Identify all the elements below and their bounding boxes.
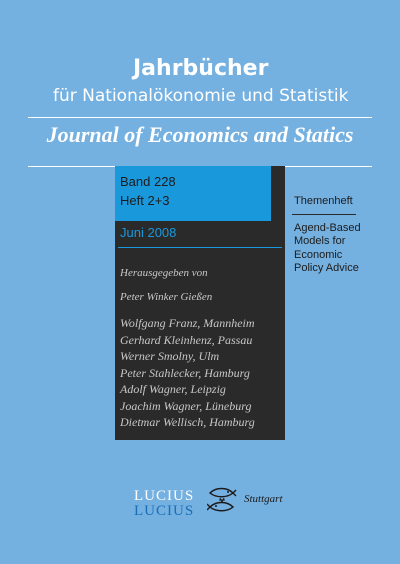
theme-line: Agend-Based <box>294 222 361 234</box>
co-editor: Joachim Wagner, Lüneburg <box>120 398 252 413</box>
date-divider <box>118 247 282 248</box>
co-editor-list <box>120 315 255 431</box>
co-editor: Werner Smolny, Ulm <box>120 349 220 363</box>
co-editor: Wolfgang Franz, Mannheim <box>120 316 255 330</box>
issue-number: Heft 2+3 <box>120 193 170 208</box>
header-rule-top <box>28 117 372 118</box>
theme-line: Models for <box>294 235 346 248</box>
co-editor: Gerhard Kleinhenz, Passau <box>120 332 253 347</box>
co-editor: Adolf Wagner, Leipzig <box>120 382 226 396</box>
series-title: Jahrbücher <box>133 56 269 81</box>
theme-divider <box>292 214 356 215</box>
publisher-logo-line: LUCIUS <box>134 488 195 504</box>
publisher-city: Stuttgart <box>244 493 283 505</box>
co-editor: Dietmar Wellisch, Hamburg <box>120 415 255 429</box>
theme-line: Economic <box>294 248 343 261</box>
publisher-logo <box>134 489 194 519</box>
series-subtitle: für Nationalökonomie und Statistik <box>53 86 349 106</box>
publisher-logo-line: LUCIUS <box>134 503 195 519</box>
issue-volume: Band 228 <box>120 174 176 189</box>
fish-icon <box>207 485 237 515</box>
theme-line: Policy Advice <box>294 261 359 274</box>
theme-label: Themenheft <box>294 195 353 207</box>
co-editor: Peter Stahlecker, Hamburg <box>120 365 250 380</box>
editor-label: Herausgegeben von <box>120 267 208 279</box>
editor-name: Peter Winker Gießen <box>120 291 213 303</box>
issue-date: Juni 2008 <box>120 225 177 240</box>
journal-title: Journal of Economics and Statics <box>46 122 354 147</box>
theme-title <box>294 222 361 275</box>
